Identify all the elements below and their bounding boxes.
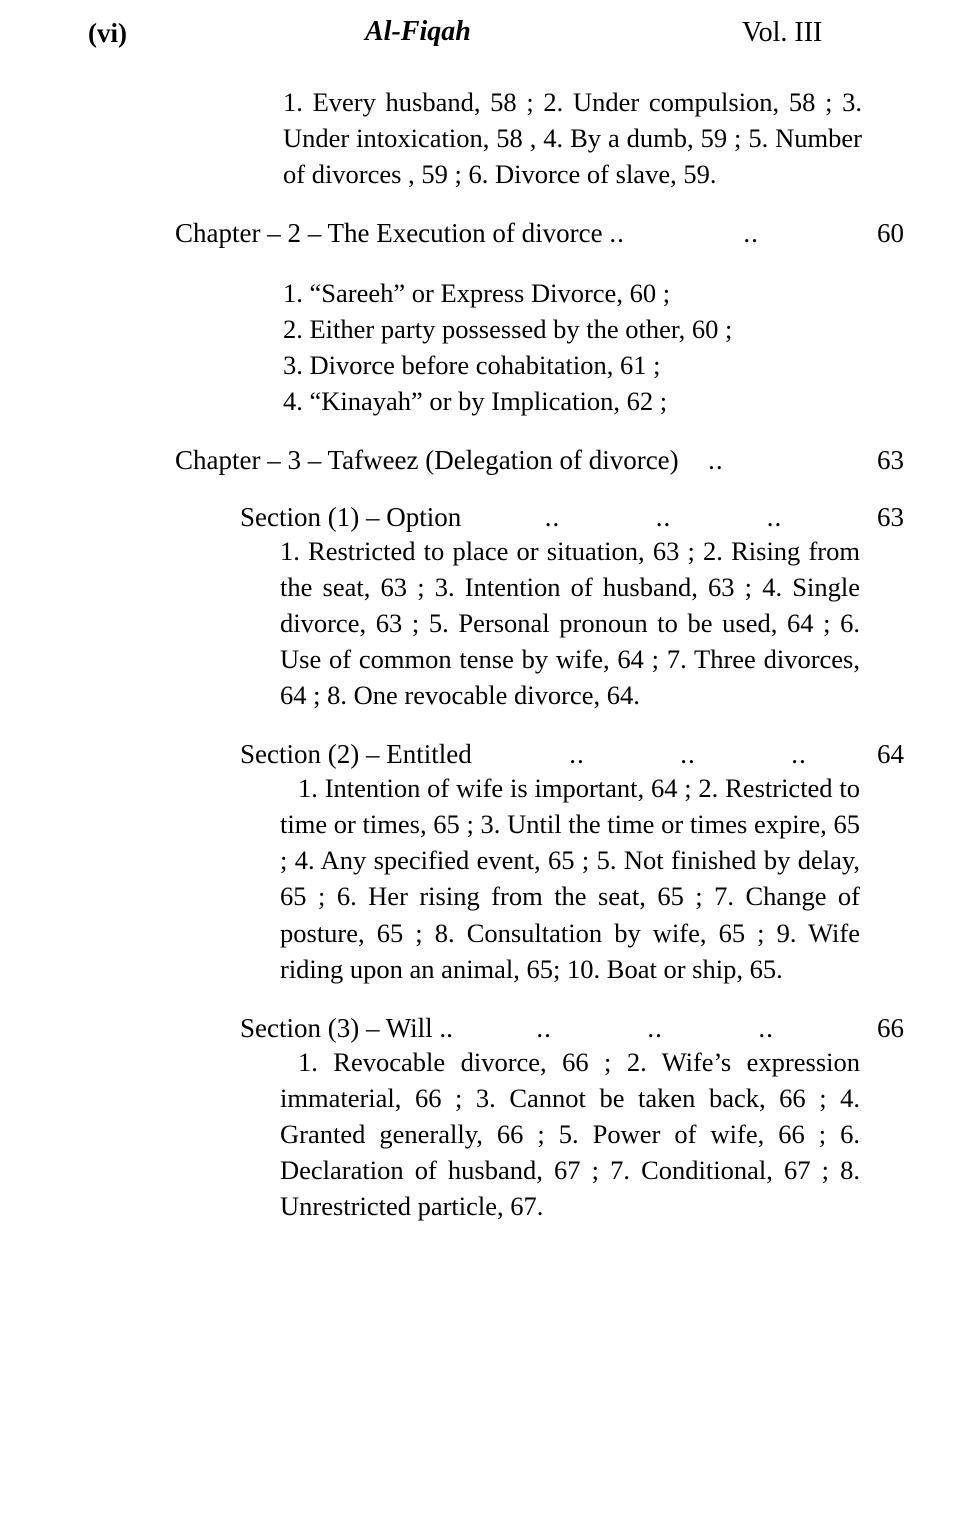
chapter-3-page: 63 <box>877 445 904 476</box>
section-3-label: Section (3) – Will .. <box>240 1012 453 1043</box>
spacer <box>0 476 960 502</box>
section-2-label: Section (2) – Entitled <box>240 739 472 770</box>
toc-entry-chapter-3[interactable] <box>175 445 910 476</box>
section-1-leader-3: .. <box>766 502 783 533</box>
section-3-leader-1: .. <box>536 1012 552 1043</box>
page-header <box>0 10 960 66</box>
toc-entry-chapter-2[interactable] <box>175 218 910 249</box>
spacer <box>0 249 960 275</box>
section-1-leader-2: .. <box>655 502 672 533</box>
page-folio: (vi) <box>88 18 127 48</box>
chapter-2-label: Chapter – 2 – The Execution of divorce <box>175 218 603 249</box>
section-2-page: 64 <box>877 739 904 770</box>
chapter-2-page: 60 <box>877 218 904 249</box>
toc-subitem: 1. “Sareeh” or Express Divorce, 60 ; <box>283 278 671 309</box>
section-1-page: 63 <box>877 502 904 533</box>
spacer <box>0 987 960 1013</box>
chapter-2-leader-1: .. <box>609 218 625 249</box>
toc-subitems-section-2: 1. Intention of wife is important, 64 ; 2. Restricted to time or times, 65 ; 3. Until the time or times expire, 65 ; 4. Any specified event, 65 ; 5. Not finished by delay, 65 ; 6. Her rising from the seat, 65 ; 7. Change of posture, 65 ; 8. Consultation by wife, 65 ; 9. Wife riding upon an animal, 65; 10. Boat or ship, 65. <box>280 773 860 984</box>
volume-label: Vol. III <box>742 17 823 48</box>
toc-subitems-section-1: 1. Restricted to place or situation, 63 ; 2. Rising from the seat, 63 ; 3. Intention of husband, 63 ; 4. Single divorce, 63 ; 5. Personal pronoun to be used, 64 ; 6. Use of common tense by wife, 64 ; 7. Three divorces, 64 ; 8. One revocable divorce, 64. <box>280 536 860 711</box>
toc-page <box>0 10 960 1540</box>
spacer <box>0 192 960 218</box>
section-3-page: 66 <box>877 1012 904 1043</box>
spacer <box>0 713 960 739</box>
toc-subitem: 4. “Kinayah” or by Implication, 62 ; <box>283 386 668 417</box>
toc-subitem: 3. Divorce before cohabitation, 61 ; <box>283 350 661 381</box>
toc-entry-section-2[interactable] <box>240 739 910 770</box>
section-3-leader-3: .. <box>758 1012 774 1043</box>
section-1-label: Section (1) – Option <box>240 502 462 533</box>
section-1-leader-1: .. <box>544 502 561 533</box>
toc-subitems-section-3: 1. Revocable divorce, 66 ; 2. Wife’s expression immaterial, 66 ; 3. Cannot be taken back, 66 ; 4. Granted generally, 66 ; 5. Power of wife, 66 ; 6. Declaration of husband, 67 ; 7. Conditional, 67 ; 8. Unrestricted particle, 67. <box>280 1046 860 1221</box>
toc-subitem: 2. Either party possessed by the other, 60 ; <box>283 314 733 345</box>
section-2-leader-1: .. <box>569 739 585 770</box>
toc-entry-section-1[interactable] <box>240 502 910 533</box>
chapter-3-leader-1: .. <box>708 445 724 476</box>
chapter-2-leader-2: .. <box>743 218 759 249</box>
section-2-leader-3: .. <box>791 739 807 770</box>
section-2-leader-2: .. <box>680 739 696 770</box>
section-3-leader-2: .. <box>647 1012 663 1043</box>
toc-content <box>0 84 960 1224</box>
chapter-3-label: Chapter – 3 – Tafweez (Delegation of divorce) <box>175 445 679 476</box>
toc-entry-section-3[interactable] <box>240 1013 910 1044</box>
toc-subitems-chapter1: 1. Every husband, 58 ; 2. Under compulsion, 58 ; 3. Under intoxication, 58 , 4. By a dumb, 59 ; 5. Number of divorces , 59 ; 6. Divorce of slave, 59. <box>283 87 862 190</box>
spacer <box>0 419 960 445</box>
book-title: Al-Fiqah <box>365 16 471 47</box>
